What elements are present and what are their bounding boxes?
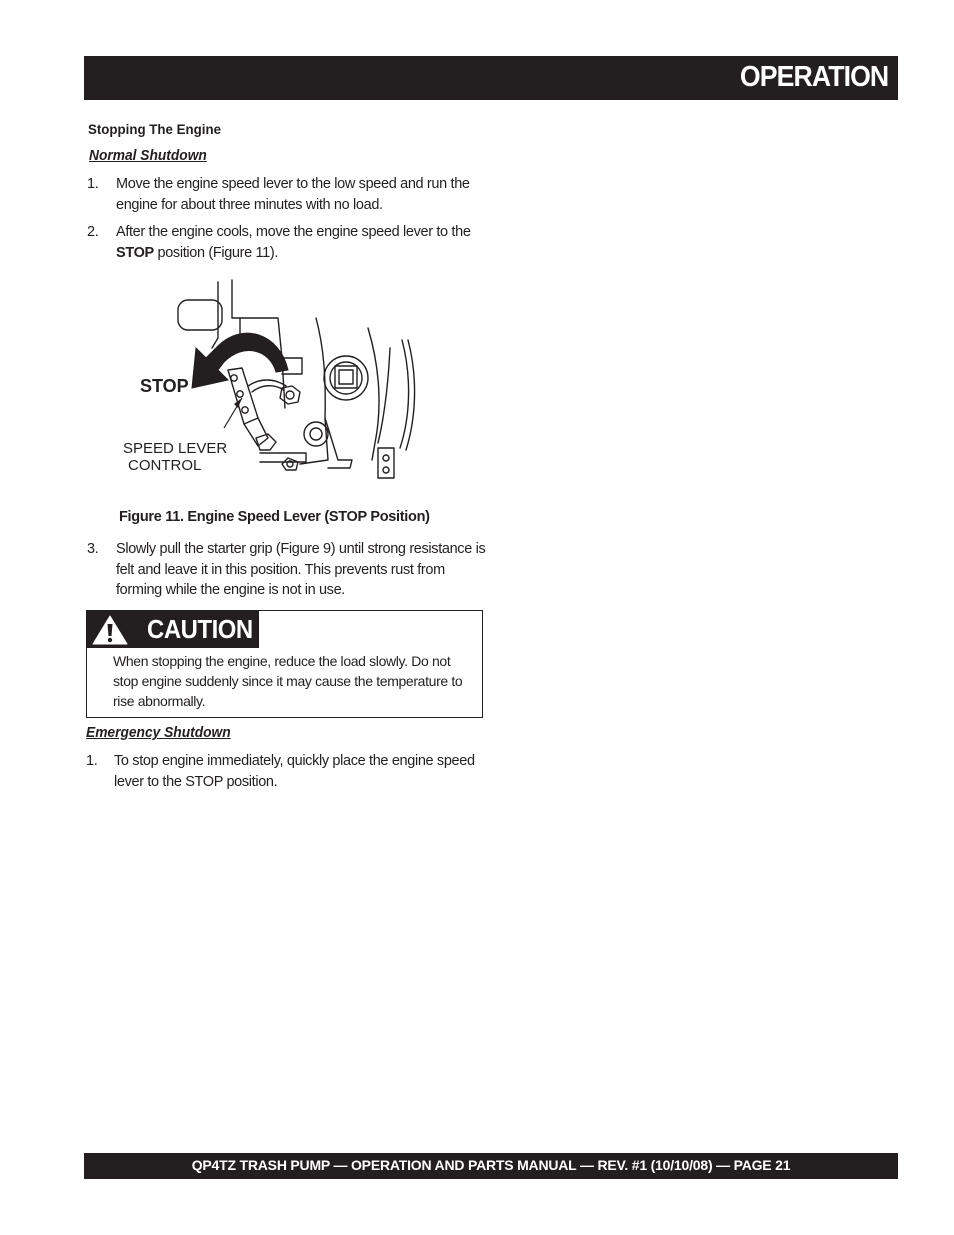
warning-icon bbox=[91, 614, 129, 646]
caution-word: CAUTION bbox=[147, 614, 253, 644]
caution-box bbox=[86, 610, 483, 718]
list-text: Move the engine speed lever to the low speed and run the engine for about three minutes with no load. bbox=[116, 176, 470, 213]
speed-lever-label: SPEED LEVER bbox=[123, 440, 228, 457]
control-label: CONTROL bbox=[128, 457, 202, 474]
emergency-shutdown-heading: Emergency Shutdown bbox=[86, 725, 231, 741]
section-title: Stopping The Engine bbox=[88, 121, 221, 137]
normal-shutdown-heading: Normal Shutdown bbox=[89, 148, 207, 164]
list-number: 2. bbox=[87, 224, 99, 240]
caution-label bbox=[87, 611, 259, 648]
header-bar bbox=[84, 56, 898, 100]
list-text: After the engine cools, move the engine speed lever to the STOP position (Figure 11). bbox=[116, 224, 471, 261]
stop-label: STOP bbox=[140, 376, 189, 396]
footer-text: QP4TZ TRASH PUMP — OPERATION AND PARTS MANUAL — REV. #1 (10/10/08) — PAGE 21 bbox=[191, 1157, 791, 1173]
list-number: 3. bbox=[87, 541, 99, 557]
list-number: 1. bbox=[87, 176, 99, 192]
page-title: OPERATION bbox=[739, 61, 888, 93]
list-text: Slowly pull the starter grip (Figure 9) until strong resistance is felt and leave it in this position. This prevents rust from forming while the engine is not in use. bbox=[116, 541, 486, 598]
engine-speed-lever-figure bbox=[120, 278, 420, 483]
footer-bar bbox=[84, 1153, 898, 1179]
list-number: 1. bbox=[86, 753, 98, 769]
stop-keyword: STOP bbox=[116, 244, 154, 261]
caution-text: When stopping the engine, reduce the load slowly. Do not stop engine suddenly since it may cause the temperature to rise abnormally. bbox=[113, 653, 463, 709]
figure-caption: Figure 11. Engine Speed Lever (STOP Position) bbox=[119, 509, 430, 525]
list-text: To stop engine immediately, quickly place the engine speed lever to the STOP position. bbox=[114, 753, 475, 790]
